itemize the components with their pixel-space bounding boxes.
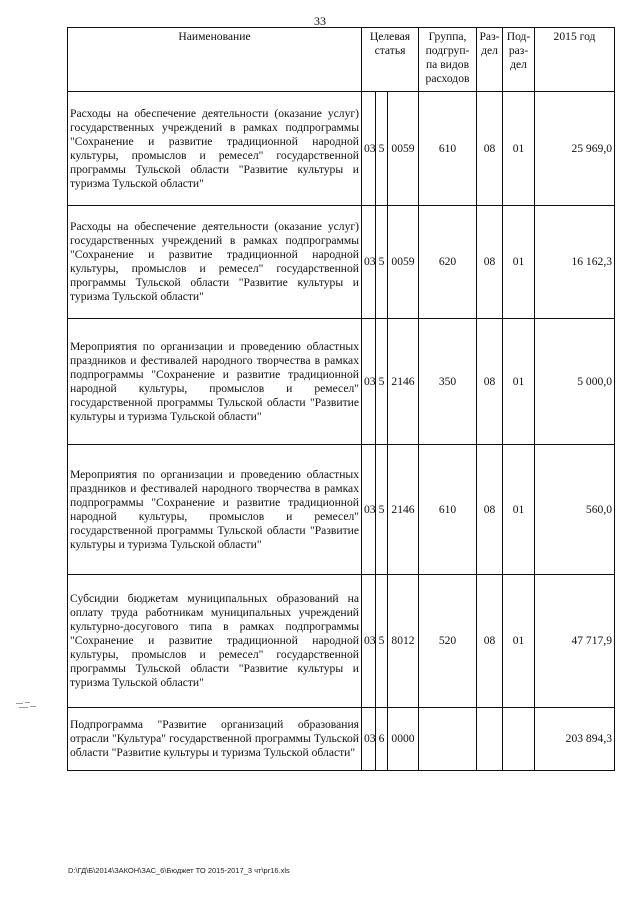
- header-year: 2015 год: [535, 28, 615, 92]
- row-name: Подпрограмма "Развитие организаций образования отрасли "Культура" государственной программы Тульской области "Развитие культуры и туризма Тульской области": [68, 708, 362, 771]
- row-target-program: 03: [362, 575, 376, 708]
- table-row: [68, 319, 615, 445]
- row-target-program: 03: [362, 319, 376, 445]
- row-section: 08: [477, 445, 503, 575]
- row-section: [477, 708, 503, 771]
- row-amount: 47 717,9: [535, 575, 615, 708]
- table-header-row: [68, 28, 615, 92]
- row-target-code: 2146: [388, 445, 419, 575]
- table-row: [68, 575, 615, 708]
- table-row: [68, 206, 615, 319]
- row-group: 610: [419, 92, 477, 206]
- row-name: Мероприятия по организации и проведению областных праздников и фестивалей народного творчества в рамках подпрограммы "Сохранение и развитие традиционной народной культуры, промыслов и ремесел" государственной программы Тульской области "Развитие культуры и туризма Тульской области": [68, 319, 362, 445]
- table-row: [68, 708, 615, 771]
- header-name: Наименование: [68, 28, 362, 92]
- row-name: Субсидии бюджетам муниципальных образований на оплату труда работникам муниципальных учреждений культурно-досугового типа в рамках подпрограммы "Сохранение и развитие традиционной народной культуры, промыслов и ремесел" государственной программы Тульской области "Развитие культуры и туризма Тульской области": [68, 575, 362, 708]
- scan-margin-mark: [16, 702, 38, 711]
- row-target-code: 2146: [388, 319, 419, 445]
- row-target-code: 0059: [388, 92, 419, 206]
- row-target-code: 8012: [388, 575, 419, 708]
- row-target-program: 03: [362, 445, 376, 575]
- row-target-program: 03: [362, 92, 376, 206]
- row-section: 08: [477, 206, 503, 319]
- table-row: [68, 92, 615, 206]
- row-subsection: [503, 708, 535, 771]
- row-target-subprogram: 6: [376, 708, 388, 771]
- row-target-subprogram: 5: [376, 445, 388, 575]
- row-group: 610: [419, 445, 477, 575]
- row-amount: 5 000,0: [535, 319, 615, 445]
- row-amount: 16 162,3: [535, 206, 615, 319]
- row-name: Мероприятия по организации и проведению областных праздников и фестивалей народного творчества в рамках подпрограммы "Сохранение и развитие традиционной народной культуры, промыслов и ремесел" государственной программы Тульской области "Развитие культуры и туризма Тульской области": [68, 445, 362, 575]
- row-target-program: 03: [362, 206, 376, 319]
- row-amount: 25 969,0: [535, 92, 615, 206]
- row-target-subprogram: 5: [376, 206, 388, 319]
- row-group: 620: [419, 206, 477, 319]
- row-target-subprogram: 5: [376, 92, 388, 206]
- row-group: [419, 708, 477, 771]
- header-target: Целевая статья: [362, 28, 419, 92]
- row-name: Расходы на обеспечение деятельности (оказание услуг) государственных учреждений в рамках подпрограммы "Сохранение и развитие традиционной народной культуры, промыслов и ремесел" государственной программы Тульской области "Развитие культуры и туризма Тульской области": [68, 206, 362, 319]
- row-section: 08: [477, 319, 503, 445]
- table-row: [68, 445, 615, 575]
- row-name: Расходы на обеспечение деятельности (оказание услуг) государственных учреждений в рамках подпрограммы "Сохранение и развитие традиционной народной культуры, промыслов и ремесел" государственной программы Тульской области "Развитие культуры и туризма Тульской области": [68, 92, 362, 206]
- row-subsection: 01: [503, 206, 535, 319]
- row-target-code: 0059: [388, 206, 419, 319]
- row-section: 08: [477, 575, 503, 708]
- row-amount: 203 894,3: [535, 708, 615, 771]
- header-section: Раз-дел: [477, 28, 503, 92]
- file-path-footer: D:\ГД\Б\2014\ЗАКОН\ЗАС_6\Бюджет ТО 2015-2017_3 чт\pr16.xls: [68, 866, 290, 875]
- row-subsection: 01: [503, 445, 535, 575]
- row-subsection: 01: [503, 575, 535, 708]
- row-amount: 560,0: [535, 445, 615, 575]
- header-subsection: Под-раз-дел: [503, 28, 535, 92]
- row-target-program: 03: [362, 708, 376, 771]
- row-subsection: 01: [503, 319, 535, 445]
- row-subsection: 01: [503, 92, 535, 206]
- header-group: Группа, подгруп-па видов расходов: [419, 28, 477, 92]
- row-target-subprogram: 5: [376, 319, 388, 445]
- row-group: 520: [419, 575, 477, 708]
- row-section: 08: [477, 92, 503, 206]
- row-target-code: 0000: [388, 708, 419, 771]
- page-number: 33: [314, 14, 326, 28]
- row-target-subprogram: 5: [376, 575, 388, 708]
- budget-table: [67, 27, 615, 771]
- row-group: 350: [419, 319, 477, 445]
